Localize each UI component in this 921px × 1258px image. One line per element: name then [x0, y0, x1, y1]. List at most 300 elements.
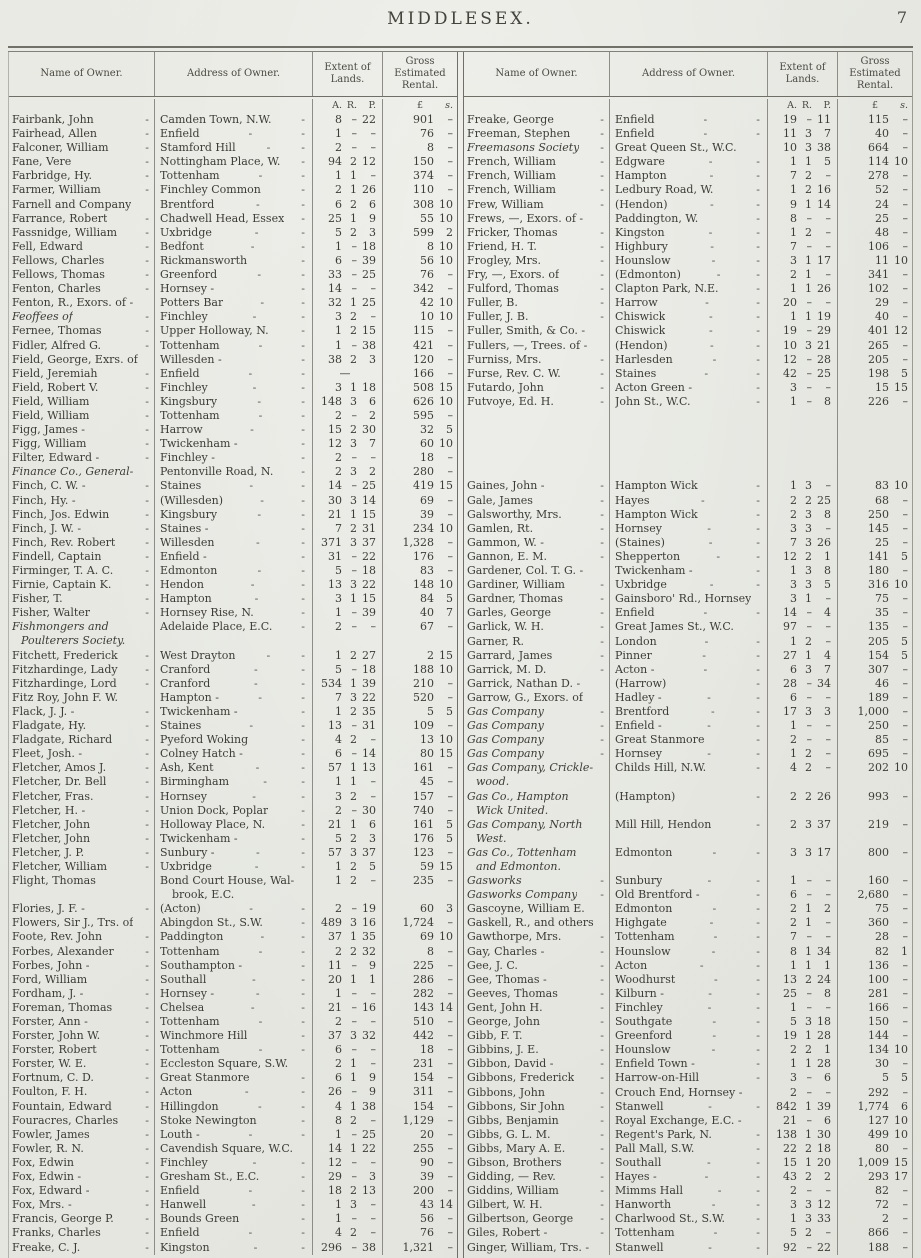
owner-name-cell [9, 691, 154, 705]
gross-rental-cell [837, 324, 912, 338]
owner-address: Chadwell Head, Essex [160, 211, 285, 225]
rental-pounds: 250 [868, 719, 889, 733]
header-name-of-owner: Name of Owner. [40, 68, 123, 79]
table-row [464, 127, 912, 141]
rental-shillings: – [902, 606, 908, 620]
table-row [9, 226, 457, 240]
owner-address-cell [609, 1184, 767, 1198]
owner-address-cell [154, 451, 312, 465]
owner-address-cell [154, 423, 312, 437]
extent-of-lands-cell [312, 113, 382, 127]
extent-perches: 12 [362, 155, 376, 169]
rental-shillings: – [447, 1184, 453, 1198]
leader-dash: - [301, 479, 305, 493]
owner-name: Garrick, Nathan D. - [467, 676, 581, 690]
extent-of-lands-cell [312, 592, 382, 606]
extent-of-lands-cell [312, 1156, 382, 1170]
owner-name-cell [464, 226, 609, 240]
owner-address: Hanworth [615, 1198, 672, 1212]
gross-rental-cell [837, 508, 912, 522]
owner-address-cell [609, 296, 767, 310]
leader-dash: - [252, 380, 257, 394]
rental-shillings: – [902, 845, 908, 859]
owner-address-cell [154, 733, 312, 747]
extent-of-lands-cell [767, 959, 837, 973]
extent-perches: 8 [824, 507, 831, 521]
owner-name-cell [464, 1142, 609, 1156]
extent-roods: – [351, 268, 357, 282]
unit-pounds: £ [416, 100, 423, 111]
owner-address-cell [609, 212, 767, 226]
table-row [9, 1212, 457, 1226]
table-row [464, 888, 912, 902]
extent-perches: 14 [817, 197, 831, 211]
leader-dash: - [257, 394, 262, 408]
extent-roods: 3 [350, 465, 357, 479]
owner-name-cell [9, 677, 154, 691]
gross-rental-cell [382, 155, 457, 169]
owner-name: Fulford, Thomas [467, 282, 559, 296]
table-row [9, 1100, 457, 1114]
extent-of-lands-cell [312, 494, 382, 508]
extent-of-lands-cell [312, 691, 382, 705]
owner-name: Gardiner, William [467, 578, 565, 592]
rental-shillings: 10 [894, 479, 908, 493]
extent-acres: 21 [783, 1113, 797, 1127]
rental-shillings: 10 [439, 394, 453, 408]
header-extent-of-lands: Extent of Lands. [312, 52, 382, 96]
owner-name-cell [464, 691, 609, 705]
extent-perches: 1 [369, 972, 376, 986]
owner-name: Fuller, Smith, & Co. - [467, 324, 586, 338]
empty-gap [464, 409, 912, 480]
leader-dash: - [756, 268, 760, 282]
owner-address: Paddington [160, 930, 224, 944]
extent-of-lands-cell [767, 508, 837, 522]
owner-address: Cavendish Square, W.C. [160, 1141, 293, 1155]
extent-perches: 18 [817, 1015, 831, 1029]
extent-acres: 1 [790, 564, 797, 578]
table-row [9, 437, 457, 451]
owner-name-cell [464, 395, 609, 409]
owner-address-cell [609, 945, 767, 959]
owner-name: Gibson, Brothers [467, 1155, 562, 1169]
extent-perches: – [825, 634, 831, 648]
leader-dash: - [301, 465, 305, 479]
leader-dash: - [600, 704, 604, 718]
table-row [464, 930, 912, 944]
owner-name: Gas Company, North [467, 817, 583, 831]
extent-of-lands-cell [767, 240, 837, 254]
rental-shillings: – [902, 817, 908, 831]
owner-address-cell [609, 620, 767, 634]
extent-perches: – [825, 916, 831, 930]
extent-of-lands-cell [767, 930, 837, 944]
owner-address-cell [154, 141, 312, 155]
owner-address-cell [609, 353, 767, 367]
rental-pounds: 176 [413, 549, 434, 563]
extent-of-lands-cell [312, 282, 382, 296]
leader-dash: - [600, 1198, 604, 1212]
owner-address: Edmonton [160, 564, 218, 577]
owner-address-cell [609, 1001, 767, 1015]
owner-name: Fidler, Alfred G. [12, 338, 101, 352]
owner-name: Friend, H. T. [467, 239, 537, 253]
leader-dash: - [756, 564, 760, 578]
rental-pounds: 901 [413, 113, 434, 126]
unit-perches: P. [368, 100, 376, 111]
extent-of-lands-cell [312, 212, 382, 226]
extent-acres: 37 [328, 930, 342, 944]
extent-of-lands-cell [767, 479, 837, 493]
owner-address: Edmonton [615, 902, 673, 916]
rental-shillings: 10 [439, 197, 453, 211]
extent-perches: 26 [817, 535, 831, 549]
table-row [9, 620, 457, 648]
extent-roods: 2 [350, 352, 357, 366]
rental-shillings: – [447, 958, 453, 972]
table-row [464, 1128, 912, 1142]
rental-shillings: 14 [439, 1000, 453, 1014]
table-row [9, 296, 457, 310]
gross-rental-cell [837, 1198, 912, 1212]
owner-name-cell [9, 959, 154, 973]
owner-name: Frew, William [467, 197, 544, 211]
gross-rental-cell [382, 761, 457, 775]
owner-address: Royal Exchange, E.C. - [615, 1113, 742, 1127]
extent-roods: 1 [350, 169, 357, 183]
extent-perches: 9 [369, 1085, 376, 1099]
extent-perches: – [370, 789, 376, 803]
rental-shillings: 10 [894, 155, 908, 169]
gross-rental-cell [382, 691, 457, 705]
gross-rental-cell [837, 254, 912, 268]
owner-name-cell [9, 198, 154, 212]
extent-perches: 9 [369, 211, 376, 225]
rental-shillings: – [447, 986, 453, 1000]
owner-address: Brentford [615, 704, 670, 718]
rental-shillings: – [447, 366, 453, 380]
gross-rental-cell [382, 494, 457, 508]
rental-shillings: 5 [446, 831, 453, 845]
table-row [9, 987, 457, 1001]
extent-acres: 7 [790, 169, 797, 183]
owner-address-cell [609, 888, 767, 902]
owner-name-cell [9, 522, 154, 536]
owner-address-cell [154, 1029, 312, 1043]
leader-dash: - [145, 423, 149, 437]
extent-perches: 1 [824, 958, 831, 972]
extent-perches: – [825, 888, 831, 902]
rental-pounds: 55 [420, 211, 434, 225]
gross-rental-cell [382, 479, 457, 493]
owner-address: Union Dock, Poplar [160, 803, 269, 817]
extent-roods: – [806, 719, 812, 733]
extent-of-lands-cell [312, 296, 382, 310]
extent-perches: – [825, 380, 831, 394]
extent-roods: 3 [350, 578, 357, 592]
owner-address: (Hendon) [615, 338, 668, 352]
leader-dash: - [145, 507, 149, 521]
extent-roods: – [351, 803, 357, 817]
leader-dash: - [707, 747, 711, 761]
rental-pounds: 145 [868, 521, 889, 535]
table-row [464, 212, 912, 226]
rental-pounds: 143 [413, 1000, 434, 1014]
owner-address-cell [609, 1071, 767, 1085]
extent-roods: – [351, 1212, 357, 1226]
extent-roods: 2 [350, 944, 357, 958]
rental-shillings: 10 [439, 253, 453, 267]
owner-name: Farmer, William [12, 183, 101, 197]
leader-dash: - [756, 380, 760, 394]
leader-dash: - [256, 845, 260, 859]
extent-roods: – [806, 1000, 812, 1014]
extent-perches: 1 [824, 549, 831, 563]
leader-dash: - [756, 155, 760, 169]
rental-pounds: 15 [875, 380, 889, 394]
owner-name: Freeman, Stephen [467, 127, 571, 141]
owner-name: Fordham, J. - [12, 986, 84, 1000]
extent-roods: 2 [805, 789, 812, 803]
extent-of-lands-cell [767, 155, 837, 169]
leader-dash: - [145, 1141, 149, 1155]
table-row [464, 367, 912, 381]
table-row [9, 169, 457, 183]
gross-rental-cell [837, 973, 912, 987]
extent-perches: 3 [369, 352, 376, 366]
owner-address: Tottenham [160, 1015, 220, 1028]
rental-shillings: 15 [439, 479, 453, 493]
leader-dash: - [710, 704, 715, 718]
owner-name-cell [464, 282, 609, 296]
rental-pounds: 1,000 [857, 704, 889, 718]
extent-of-lands-cell [767, 1212, 837, 1226]
owner-name: Farrance, Robert [12, 211, 108, 225]
extent-roods: 2 [350, 831, 357, 845]
rental-shillings: 10 [439, 930, 453, 944]
unit-shillings: s. [900, 100, 908, 111]
leader-dash: - [301, 521, 305, 535]
extent-acres: 5 [335, 662, 342, 676]
extent-perches: 5 [824, 578, 831, 592]
extent-perches: 16 [362, 1000, 376, 1014]
rental-pounds: 695 [868, 747, 889, 761]
owner-address-cell [154, 747, 312, 761]
extent-acres: 842 [776, 1099, 797, 1113]
page-number: 7 [896, 8, 907, 27]
rental-pounds: 2,680 [857, 888, 889, 902]
table-row [9, 339, 457, 353]
leader-dash: - [301, 817, 305, 831]
leader-dash: - [600, 733, 604, 747]
gross-rental-cell [837, 240, 912, 254]
extent-roods: – [806, 930, 812, 944]
owner-address-cell [154, 226, 312, 240]
rental-shillings: – [447, 183, 453, 197]
extent-of-lands-cell [312, 437, 382, 451]
leader-dash: - [600, 888, 604, 902]
rental-shillings: 5 [446, 592, 453, 606]
extent-of-lands-cell [767, 747, 837, 761]
extent-roods: – [806, 733, 812, 747]
rental-shillings: – [447, 690, 453, 704]
extent-of-lands-cell [767, 888, 837, 902]
owner-name-cell [464, 522, 609, 536]
leader-dash: - [756, 183, 760, 197]
leader-dash: - [701, 493, 705, 507]
table-row [9, 874, 457, 902]
rental-pounds: 307 [868, 662, 889, 676]
owner-address-cell [609, 226, 767, 240]
rental-pounds: 374 [413, 169, 434, 183]
rental-shillings: 10 [439, 211, 453, 225]
owner-name-cell [464, 339, 609, 353]
extent-roods: – [351, 1015, 357, 1028]
rental-pounds: 69 [420, 930, 434, 944]
table-row [464, 649, 912, 663]
leader-dash: - [145, 930, 149, 944]
leader-dash: - [712, 1029, 717, 1043]
owner-address: Hillingdon [160, 1099, 219, 1113]
leader-dash: - [756, 338, 760, 352]
extent-perches: 22 [362, 549, 376, 563]
owner-name: Forster, Robert [12, 1043, 97, 1057]
table-row [9, 1071, 457, 1085]
leader-dash: - [248, 1127, 253, 1141]
owner-name-cell [464, 635, 609, 649]
leader-dash: - [708, 1240, 712, 1254]
rental-pounds: 360 [868, 916, 889, 930]
rental-pounds: 18 [420, 451, 434, 465]
extent-acres: 92 [783, 1240, 797, 1254]
owner-address-cell [154, 1001, 312, 1015]
rental-pounds: 308 [413, 197, 434, 211]
leader-dash: - [756, 916, 760, 930]
owner-name: Gas Company, Crickle- [467, 761, 594, 775]
table-row [464, 324, 912, 338]
gross-rental-cell [837, 550, 912, 564]
rental-pounds: 188 [413, 662, 434, 676]
extent-acres: 43 [783, 1170, 797, 1184]
extent-roods: 1 [805, 1057, 812, 1071]
table-row [464, 620, 912, 634]
gross-rental-cell [382, 945, 457, 959]
leader-dash: - [756, 1170, 760, 1184]
owner-address-cell [609, 339, 767, 353]
extent-perches: – [370, 986, 376, 1000]
extent-perches: 11 [817, 113, 831, 126]
owner-address-cell [609, 169, 767, 183]
extent-roods: 3 [805, 1198, 812, 1212]
owner-name-cell [9, 790, 154, 804]
leader-dash: - [756, 521, 760, 535]
leader-dash: - [600, 1071, 604, 1085]
owner-name-cell [464, 1170, 609, 1184]
gross-rental-cell [837, 1128, 912, 1142]
unit-pounds: £ [871, 100, 878, 111]
owner-address-cell [154, 1015, 312, 1029]
extent-acres: 57 [328, 761, 342, 775]
owner-address: Hayes [615, 493, 650, 507]
extent-acres: 2 [790, 916, 797, 930]
extent-acres: 1 [790, 634, 797, 648]
owner-address: Enfield [160, 366, 200, 380]
leader-dash: - [756, 197, 760, 211]
owner-name: Fitchett, Frederick [12, 648, 118, 662]
rental-pounds: 24 [875, 197, 889, 211]
owner-address-cell [609, 592, 767, 606]
extent-of-lands-cell [312, 1226, 382, 1240]
leader-dash: - [600, 1000, 604, 1014]
extent-acres: 2 [335, 944, 342, 958]
table-row [464, 1226, 912, 1240]
extent-perches: 5 [369, 859, 376, 873]
extent-roods: 1 [805, 197, 812, 211]
rental-shillings: – [447, 564, 453, 577]
owner-name-cell [9, 113, 154, 127]
rental-pounds: 219 [868, 817, 889, 831]
extent-acres: 8 [790, 944, 797, 958]
table-row [9, 775, 457, 789]
extent-of-lands-cell [312, 1142, 382, 1156]
extent-perches: 29 [817, 324, 831, 338]
extent-acres: 13 [783, 972, 797, 986]
owner-address-cell [154, 367, 312, 381]
rental-pounds: 29 [875, 296, 889, 310]
unit-shillings: s. [445, 100, 453, 111]
leader-dash: - [301, 592, 305, 606]
rental-shillings: – [902, 169, 908, 183]
leader-dash: - [600, 634, 604, 648]
owner-name: Foreman, Thomas [12, 1000, 113, 1014]
extent-acres: 7 [335, 521, 342, 535]
rental-pounds: 205 [868, 352, 889, 366]
extent-perches: 22 [362, 690, 376, 704]
extent-perches: 12 [817, 1198, 831, 1212]
table-row [9, 113, 457, 127]
table-row [464, 733, 912, 747]
extent-perches: 16 [817, 183, 831, 197]
owner-name-cell [464, 987, 609, 1001]
extent-acres: 296 [321, 1240, 342, 1254]
extent-acres: 10 [783, 338, 797, 352]
rental-pounds: 25 [875, 211, 889, 225]
extent-of-lands-cell [767, 635, 837, 649]
owner-name-cell [9, 1100, 154, 1114]
extent-roods: 1 [805, 648, 812, 662]
leader-dash: - [708, 986, 712, 1000]
leader-dash: - [301, 127, 305, 141]
extent-of-lands-cell [312, 804, 382, 818]
owner-address: Birmingham [160, 775, 230, 789]
table-row [9, 804, 457, 818]
leader-dash: - [756, 986, 760, 1000]
table-row [464, 198, 912, 212]
extent-of-lands-cell [312, 620, 382, 648]
rental-pounds: 419 [413, 479, 434, 493]
owner-address-cell [154, 127, 312, 141]
leader-dash: - [756, 549, 760, 563]
leader-dash: - [756, 747, 760, 761]
rental-shillings: – [902, 394, 908, 408]
extent-perches: 22 [362, 1141, 376, 1155]
extent-roods: 2 [350, 225, 357, 239]
rental-pounds: 20 [420, 1127, 434, 1141]
table-row [9, 1128, 457, 1142]
leader-dash: - [255, 761, 260, 775]
gross-rental-cell [382, 733, 457, 747]
